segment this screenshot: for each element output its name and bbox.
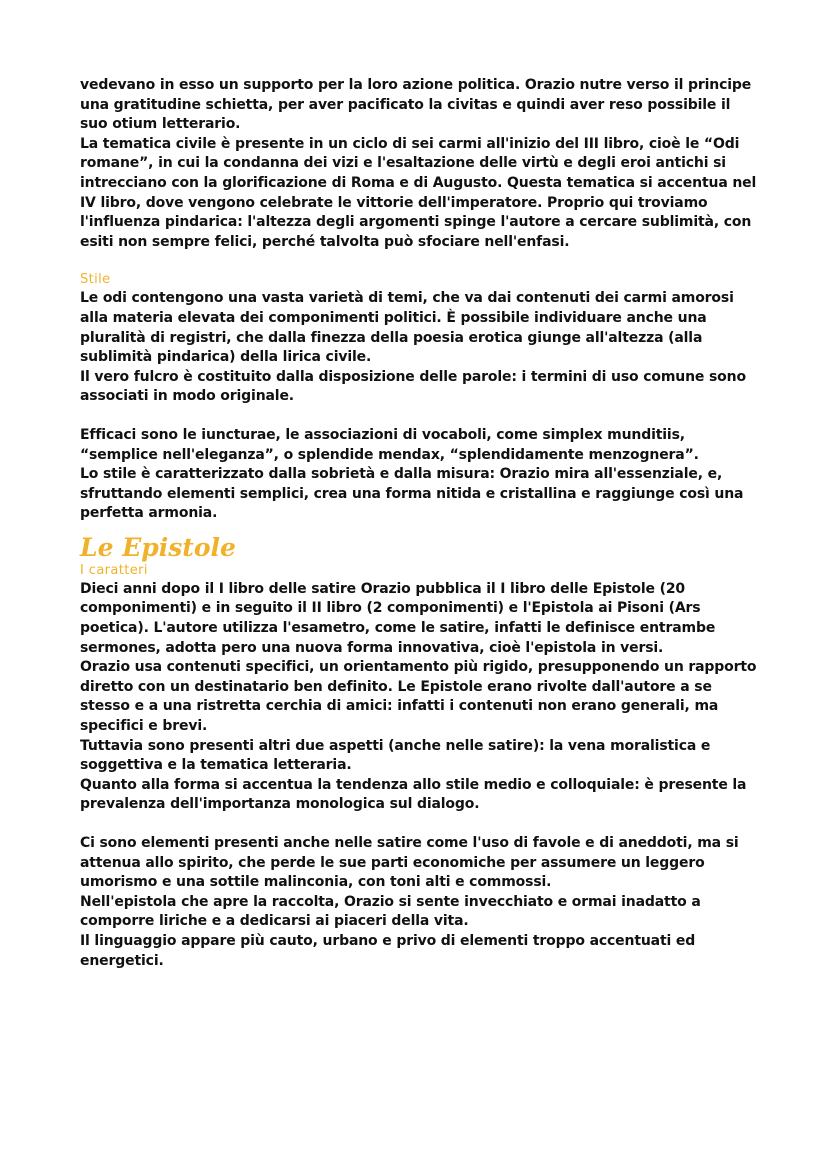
stile-heading: Stile [80,272,111,288]
stile-paragraph-1: Le odi contengono una vasta varietà di temi, che va dai contenuti dei carmi amorosi alla materia elevata dei componimenti politici. È possibile individuare anche una pluralità di registri, che dalla finezza della poesia erotica giunge all'altezza (alla sublimità pindarica) della lirica civile. [80,290,734,366]
epistole-paragraph-5: Ci sono elementi presenti anche nelle satire come l'uso di favole e di aneddoti, ma si attenua allo spirito, che perde le sue parti economiche per assumere un leggero umorismo e una sottile malinconia, con toni alti e commossi. [80,835,739,891]
intro-paragraph-2: La tematica civile è presente in un ciclo di sei carmi all'inizio del III libro, cioè le “Odi romane”, in cui la condanna dei vizi e l'esaltazione delle virtù e degli eroi antichi si intrecciano con la glorificazione di Roma e di Augusto. Questa tematica si accentua nel IV libro, dove vengono celebrate le vittorie dell'imperatore. Proprio qui troviamo l'influenza pindarica: l'altezza degli argomenti spinge l'autore a cercare sublimità, con esiti non sempre felici, perché talvolta può sfociare nell'enfasi. [80,135,757,250]
spacer [80,252,758,271]
epistole-paragraph-6: Nell'epistola che apre la raccolta, Orazio si sente invecchiato e ormai inadatto a comporre liriche e a dedicarsi ai piaceri della vita. [80,893,701,930]
epistole-paragraph-4: Quanto alla forma si accentua la tendenza allo stile medio e colloquiale: è presente la prevalenza dell'importanza monologica sul dialogo. [80,776,747,813]
epistole-paragraph-2: Orazio usa contenuti specifici, un orientamento più rigido, presupponendo un rapporto diretto con un destinatario ben definito. Le Epistole erano rivolte dall'autore a se stesso e a una ristretta cerchia di amici: infatti i contenuti non erano generali, ma specifici e brevi. [80,659,757,735]
spacer [80,815,758,834]
stile-paragraph-3: Efficaci sono le iuncturae, le associazioni di vocaboli, come simplex munditiis, “semplice nell'eleganza”, o splendide mendax, “splendidamente menzognera”. [80,426,699,463]
stile-paragraph-4: Lo stile è caratterizzato dalla sobrietà e dalla misura: Orazio mira all'essenziale, e, sfruttando elementi semplici, crea una forma nitida e cristallina e raggiunge così una perfetta armonia. [80,466,744,522]
epistole-paragraph-7: Il linguaggio appare più cauto, urbano e privo di elementi troppo accentuati ed energetici. [80,932,696,969]
stile-paragraph-2: Il vero fulcro è costituito dalla disposizione delle parole: i termini di uso comune sono associati in modo originale. [80,368,746,405]
epistole-paragraph-3: Tuttavia sono presenti altri due aspetti (anche nelle satire): la vena moralistica e soggettiva e la tematica letteraria. [80,737,711,774]
epistole-paragraph-1: Dieci anni dopo il I libro delle satire Orazio pubblica il I libro delle Epistole (20 componimenti) e in seguito il II libro (2 componimenti) e l'Epistola ai Pisoni (Ars poetica). L'autore utilizza l'esametro, come le satire, infatti le definisce entrambe sermones, adotta pero una nuova forma innovativa, cioè l'epistola in versi. [80,580,716,656]
epistole-title: Le Epistole [80,532,236,562]
epistole-subheading: I caratteri [80,562,148,578]
intro-paragraph-1: vedevano in esso un supporto per la loro azione politica. Orazio nutre verso il principe una gratitudine schietta, per aver pacificato la civitas e quindi aver reso possibile il suo otium letterario. [80,77,752,133]
spacer [80,407,758,426]
